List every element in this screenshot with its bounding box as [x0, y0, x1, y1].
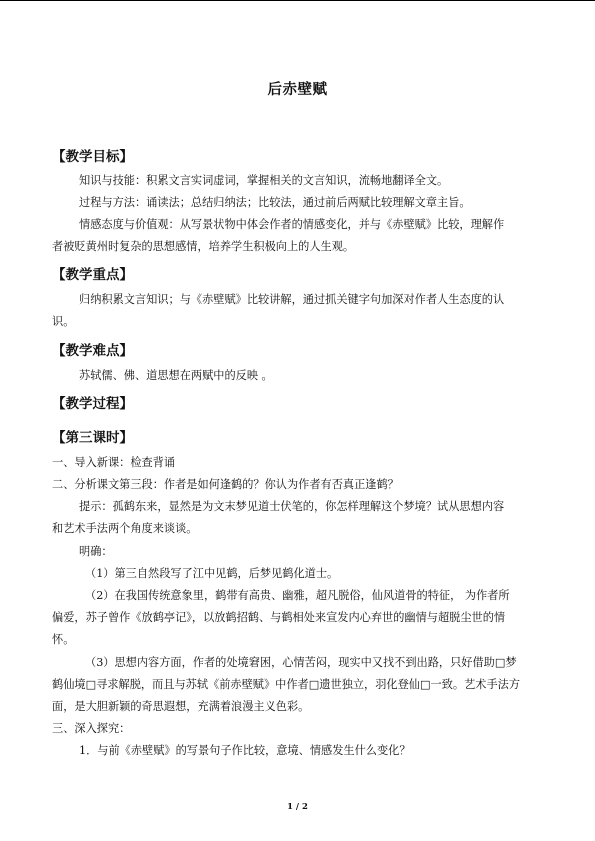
top-border-line — [0, 0, 595, 1]
lesson-line-11: 鹤仙境□寻求解脱，而且与苏轼《前赤壁赋》中作者□遗世独立，羽化登仙□一致。艺术手法方 — [52, 678, 521, 691]
goals-line-4: 者被贬黄州时复杂的思想感情，培养学生积极向上的人生观。 — [52, 240, 355, 253]
page-number: 1 / 2 — [287, 802, 308, 812]
lesson-line-2: 二、分析课文第三段：作者是如何逢鹤的？你认为作者有否真正逢鹤？ — [52, 478, 399, 491]
heading-teaching-process: 【教学过程】 — [52, 396, 133, 412]
heading-lesson-three: 【第三课时】 — [52, 430, 133, 446]
difficulty-line-1: 苏轼儒、佛、道思想在两赋中的反映 。 — [79, 369, 273, 382]
lesson-line-10: （3）思想内容方面，作者的处境窘困，心情苦闷，现实中又找不到出路，只好借助□梦 — [85, 656, 517, 669]
lesson-line-6: （1）第三自然段写了江中见鹤，后梦见鹤化道士。 — [85, 567, 339, 580]
lesson-line-1: 一、导入新课：检查背诵 — [52, 456, 176, 469]
focus-line-2: 识。 — [52, 315, 75, 328]
lesson-line-12: 面，是大胆新颖的奇思遐想，充满着浪漫主义色彩。 — [52, 700, 310, 713]
lesson-line-8: 偏爱，苏子曾作《放鹤亭记》，以放鹤招鹤、与鹤相处来宣发内心弃世的幽情与超脱尘世的情 — [52, 611, 506, 624]
heading-teaching-goals: 【教学目标】 — [52, 149, 133, 165]
document-title: 后赤壁赋 — [267, 81, 328, 98]
lesson-line-13: 三、深入探究： — [52, 722, 131, 735]
goals-line-3: 情感态度与价值观：从写景状物中体会作者的情感变化，并与《赤壁赋》比较，理解作 — [79, 218, 505, 231]
focus-line-1: 归纳积累文言知识；与《赤壁赋》比较讲解，通过抓关键字句加深对作者人生态度的认 — [79, 293, 505, 306]
lesson-line-9: 怀。 — [52, 633, 75, 646]
lesson-line-3: 提示：孤鹤东来，显然是为文末梦见道士伏笔的，你怎样理解这个梦境？试从思想内容 — [79, 500, 505, 513]
goals-line-1: 知识与技能：积累文言实词虚词，掌握相关的文言知识，流畅地翻译全文。 — [79, 174, 449, 187]
lesson-line-14: 1．与前《赤壁赋》的写景句子作比较，意境、情感发生什么变化？ — [79, 744, 411, 757]
heading-teaching-focus: 【教学重点】 — [52, 267, 133, 283]
lesson-line-5: 明确： — [79, 545, 113, 558]
lesson-line-4: 和艺术手法两个角度来谈谈。 — [52, 522, 198, 535]
lesson-line-7: （2）在我国传统意象里，鹤带有高贵、幽雅，超凡脱俗，仙风道骨的特征， 为作者所 — [85, 589, 510, 602]
heading-teaching-difficulty: 【教学难点】 — [52, 343, 133, 359]
goals-line-2: 过程与方法：诵读法；总结归纳法；比较法，通过前后两赋比较理解文章主旨。 — [79, 196, 471, 209]
